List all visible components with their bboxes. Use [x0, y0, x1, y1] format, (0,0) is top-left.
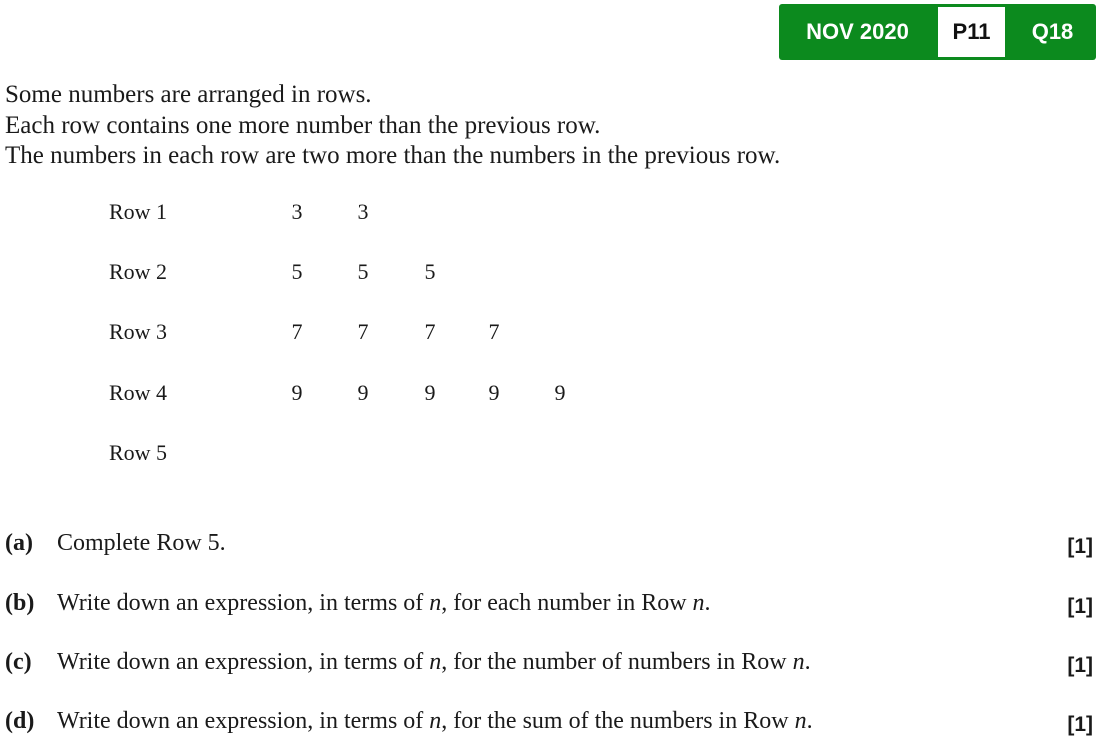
- question-intro: [5, 80, 780, 172]
- part-text: Write down an expression, in terms of: [57, 590, 430, 616]
- exam-session-label: NOV 2020: [806, 19, 909, 44]
- row-number: 5: [424, 259, 436, 284]
- part-text: , for the sum of the numbers in Row: [441, 708, 795, 734]
- question-part: [5, 590, 711, 617]
- row-label: Row 4: [109, 380, 168, 405]
- part-text: .: [804, 649, 811, 675]
- part-tag: (d): [5, 708, 35, 734]
- row-number: 9: [554, 380, 566, 405]
- paper-label: P11: [938, 7, 1005, 57]
- row-number: 9: [424, 380, 436, 405]
- question-part: [5, 649, 811, 676]
- part-text: Complete Row 5.: [57, 530, 226, 556]
- row-number: 7: [488, 319, 500, 344]
- row-label: Row 1: [109, 199, 168, 224]
- intro-line: Each row contains one more number than the previous row.: [5, 111, 601, 139]
- row-label: Row 2: [109, 259, 168, 284]
- part-tag: (b): [5, 590, 35, 616]
- question-badge: [779, 4, 1096, 60]
- row-number: 7: [291, 319, 303, 344]
- row-number: 5: [291, 259, 303, 284]
- marks-label: [1]: [1067, 713, 1093, 736]
- question-number-label: Q18: [1031, 19, 1074, 44]
- part-text: n: [794, 708, 807, 734]
- part-text: n: [429, 590, 442, 616]
- row-number: 5: [357, 259, 369, 284]
- intro-line: The numbers in each row are two more than the numbers in the previous row.: [5, 142, 781, 169]
- row-number: 9: [488, 380, 500, 405]
- row-number: 3: [357, 199, 369, 224]
- part-text: n: [792, 649, 805, 675]
- question-part: [5, 708, 813, 735]
- marks-label: [1]: [1067, 654, 1093, 677]
- part-text: , for each number in Row: [441, 590, 693, 616]
- part-text: .: [704, 590, 711, 616]
- row-label: Row 5: [109, 440, 168, 465]
- row-number: 9: [291, 380, 303, 405]
- part-text: Write down an expression, in terms of: [57, 649, 430, 675]
- part-text: Write down an expression, in terms of: [57, 708, 430, 734]
- row-number: 3: [291, 199, 303, 224]
- part-text: n: [692, 590, 705, 616]
- row-number: 7: [357, 319, 369, 344]
- part-text: .: [806, 708, 813, 734]
- part-text: n: [429, 649, 442, 675]
- intro-line: Some numbers are arranged in rows.: [5, 81, 372, 108]
- part-tag: (c): [5, 649, 32, 675]
- marks-label: [1]: [1067, 535, 1093, 558]
- row-label: Row 3: [109, 319, 168, 344]
- marks-label: [1]: [1067, 595, 1093, 618]
- part-tag: (a): [5, 530, 33, 556]
- row-number: 7: [424, 319, 436, 344]
- part-text: n: [429, 708, 442, 734]
- part-text: , for the number of numbers in Row: [441, 649, 793, 675]
- row-number: 9: [357, 380, 369, 405]
- question-part: [5, 530, 226, 557]
